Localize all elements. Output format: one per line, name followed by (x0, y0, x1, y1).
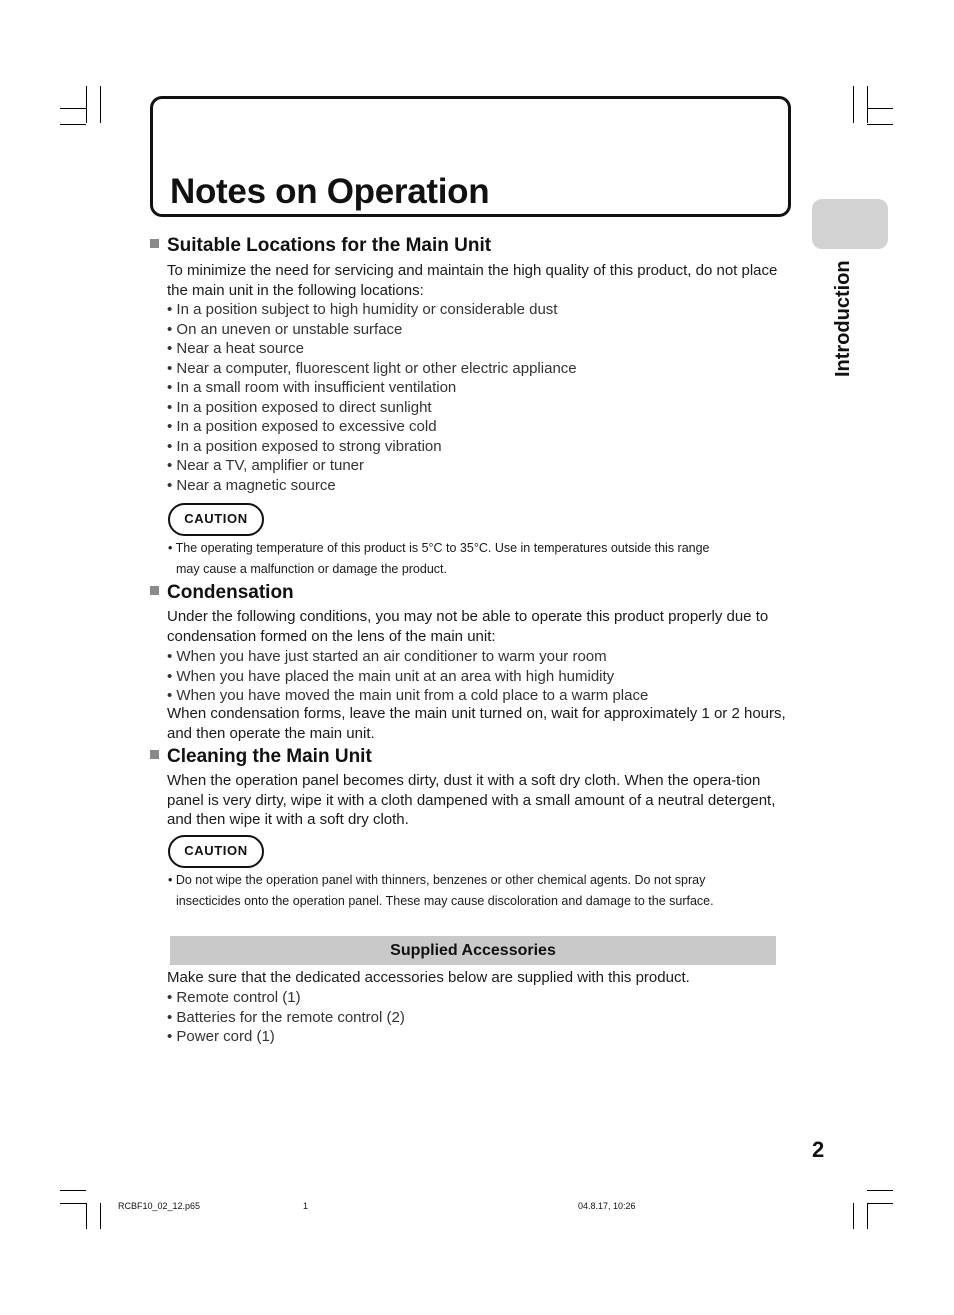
list-item: • When you have placed the main unit at an area with high humidity (167, 667, 615, 685)
accessories-list (167, 988, 405, 1047)
caution-text-temperature (168, 538, 788, 580)
caution-line: • Do not wipe the operation panel with thinners, benzenes or other chemical agents. Do not spray (168, 873, 706, 887)
locations-intro: To minimize the need for servicing and maintain the high quality of this product, do not place the main unit in the following locations: (167, 262, 778, 299)
footer-filename: RCBF10_02_12.p65 (118, 1201, 201, 1211)
list-item: • In a position exposed to excessive cold (167, 418, 437, 435)
footer-timestamp: 04.8.17, 10:26 (578, 1201, 636, 1211)
crop-mark (86, 86, 87, 123)
square-bullet-icon (150, 586, 159, 595)
list-item: • In a position exposed to direct sunlight (167, 398, 432, 416)
condensation-outro: When condensation forms, leave the main unit turned on, wait for approximately 1 or 2 hours, and then operate the main unit. (167, 705, 786, 742)
list-item: • Power cord (1) (167, 1028, 275, 1045)
page-title: Notes on Operation (170, 172, 490, 211)
list-item: • When you have just started an air conditioner to warm your room (167, 648, 607, 665)
crop-mark (867, 1203, 868, 1229)
crop-mark (60, 124, 86, 125)
caution-text-cleaning (168, 870, 788, 912)
footer-page: 1 (303, 1201, 309, 1211)
crop-mark (60, 1203, 86, 1204)
list-item: • On an uneven or unstable surface (167, 320, 403, 338)
caution-badge: CAUTION (168, 835, 264, 868)
section-heading-text: Cleaning the Main Unit (167, 746, 372, 767)
section-heading-locations (150, 235, 491, 257)
crop-mark (853, 86, 854, 123)
condensation-list (167, 647, 648, 706)
accessories-heading: Supplied Accessories (170, 936, 776, 965)
crop-mark (86, 1203, 87, 1229)
crop-mark (867, 1203, 893, 1204)
list-item: • Remote control (1) (167, 989, 301, 1006)
list-item: • In a small room with insufficient ventilation (167, 379, 457, 396)
caution-line: • The operating temperature of this product is 5°C to 35°C. Use in temperatures outside this range (168, 541, 710, 555)
list-item: • Batteries for the remote control (2) (167, 1008, 405, 1026)
list-item: • In a position subject to high humidity or considerable dust (167, 301, 558, 318)
list-item: • Near a computer, fluorescent light or other electric appliance (167, 359, 577, 377)
crop-mark (867, 124, 893, 125)
cleaning-text: When the operation panel becomes dirty, dust it with a soft dry cloth. When the opera-tion panel is very dirty, wipe it with a cloth dampened with a small amount of a neutral detergent, and then wipe it with a soft dry cloth. (167, 772, 776, 828)
square-bullet-icon (150, 750, 159, 759)
page-number: 2 (812, 1137, 825, 1162)
section-heading-condensation (150, 582, 294, 604)
list-item: • Near a magnetic source (167, 476, 336, 494)
list-item: • Near a heat source (167, 340, 304, 357)
caution-badge: CAUTION (168, 503, 264, 536)
crop-mark (853, 1203, 854, 1229)
caution-line: insecticides onto the operation panel. These may cause discoloration and damage to the surface. (176, 894, 714, 908)
side-tab-label: Introduction (832, 260, 854, 377)
section-heading-text: Condensation (167, 582, 294, 603)
caution-line: may cause a malfunction or damage the product. (176, 562, 447, 576)
locations-list (167, 300, 577, 495)
crop-mark (867, 1190, 893, 1191)
crop-mark (100, 86, 101, 123)
list-item: • Near a TV, amplifier or tuner (167, 457, 365, 474)
accessories-intro: Make sure that the dedicated accessories below are supplied with this product. (167, 969, 690, 986)
crop-mark (60, 108, 86, 109)
crop-mark (100, 1203, 101, 1229)
crop-mark (867, 108, 893, 109)
square-bullet-icon (150, 239, 159, 248)
crop-mark (60, 1190, 86, 1191)
crop-mark (867, 86, 868, 123)
list-item: • When you have moved the main unit from a cold place to a warm place (167, 687, 649, 704)
section-heading-cleaning (150, 746, 372, 768)
list-item: • In a position exposed to strong vibration (167, 437, 442, 455)
section-heading-text: Suitable Locations for the Main Unit (167, 235, 492, 256)
condensation-intro: Under the following conditions, you may not be able to operate this product properly due to condensation formed on the lens of the main unit: (167, 608, 769, 645)
